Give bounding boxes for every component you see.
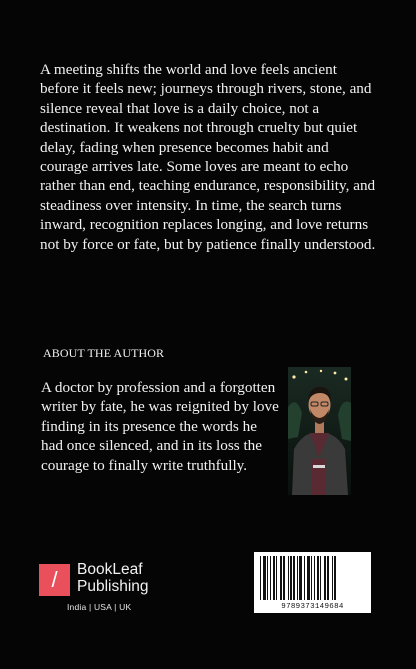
barcode-bar bbox=[317, 556, 319, 600]
logo-slash-glyph: / bbox=[51, 567, 58, 592]
publisher-regions: India | USA | UK bbox=[67, 602, 132, 612]
barcode-bar bbox=[273, 556, 275, 600]
barcode-bar bbox=[314, 556, 315, 600]
about-author-heading: ABOUT THE AUTHOR bbox=[43, 346, 165, 360]
barcode-bar bbox=[334, 556, 336, 600]
barcode-bar bbox=[267, 556, 268, 600]
barcode-bar bbox=[324, 556, 326, 600]
barcode-bar bbox=[307, 556, 310, 600]
isbn-number: 9789373149684 bbox=[281, 603, 344, 611]
barcode-bar bbox=[263, 556, 266, 600]
book-blurb: A meeting shifts the world and love feels ancient before it feels new; journeys through rivers, stone, and silence reveal that love is a daily choice, not a destination. It weakens not through cruelty but quiet delay, fading when presence becomes habit and courage arrives late. Some loves are meant to echo rather than end, teaching endurance, responsibility, and steadiness over intensity. In time, the search turns inward, recognition replaces longing, and love returns not by force or fate, but by patience finally understood. bbox=[40, 61, 376, 253]
barcode-bars bbox=[259, 556, 366, 600]
barcode-bar bbox=[283, 556, 285, 600]
author-photo bbox=[288, 367, 351, 495]
barcode-bar bbox=[276, 556, 277, 600]
barcode-bar bbox=[293, 556, 295, 600]
barcode-bar bbox=[304, 556, 305, 600]
barcode-bar bbox=[299, 556, 302, 600]
isbn-barcode bbox=[254, 552, 371, 613]
barcode-bar bbox=[288, 556, 289, 600]
barcode-bar bbox=[311, 556, 312, 600]
author-bio: A doctor by profession and a forgotten writer by fate, he was reignited by love finding in its presence the words he had once silenced, and in its loss the courage to finally write truthfully. bbox=[41, 379, 279, 474]
barcode-bar bbox=[320, 556, 321, 600]
barcode-bar bbox=[290, 556, 292, 600]
barcode-bar bbox=[280, 556, 282, 600]
barcode-bar bbox=[260, 556, 261, 600]
bookleaf-logo-icon bbox=[39, 564, 70, 596]
author-portrait-illustration bbox=[288, 367, 351, 495]
barcode-bar bbox=[297, 556, 298, 600]
barcode-bar bbox=[332, 556, 333, 600]
barcode-bar bbox=[327, 556, 329, 600]
publisher-name-line1: BookLeaf bbox=[77, 561, 143, 578]
publisher-name-line2: Publishing bbox=[77, 578, 149, 595]
barcode-bar bbox=[270, 556, 271, 600]
publisher-name bbox=[77, 561, 149, 595]
publisher-logo bbox=[39, 563, 179, 613]
